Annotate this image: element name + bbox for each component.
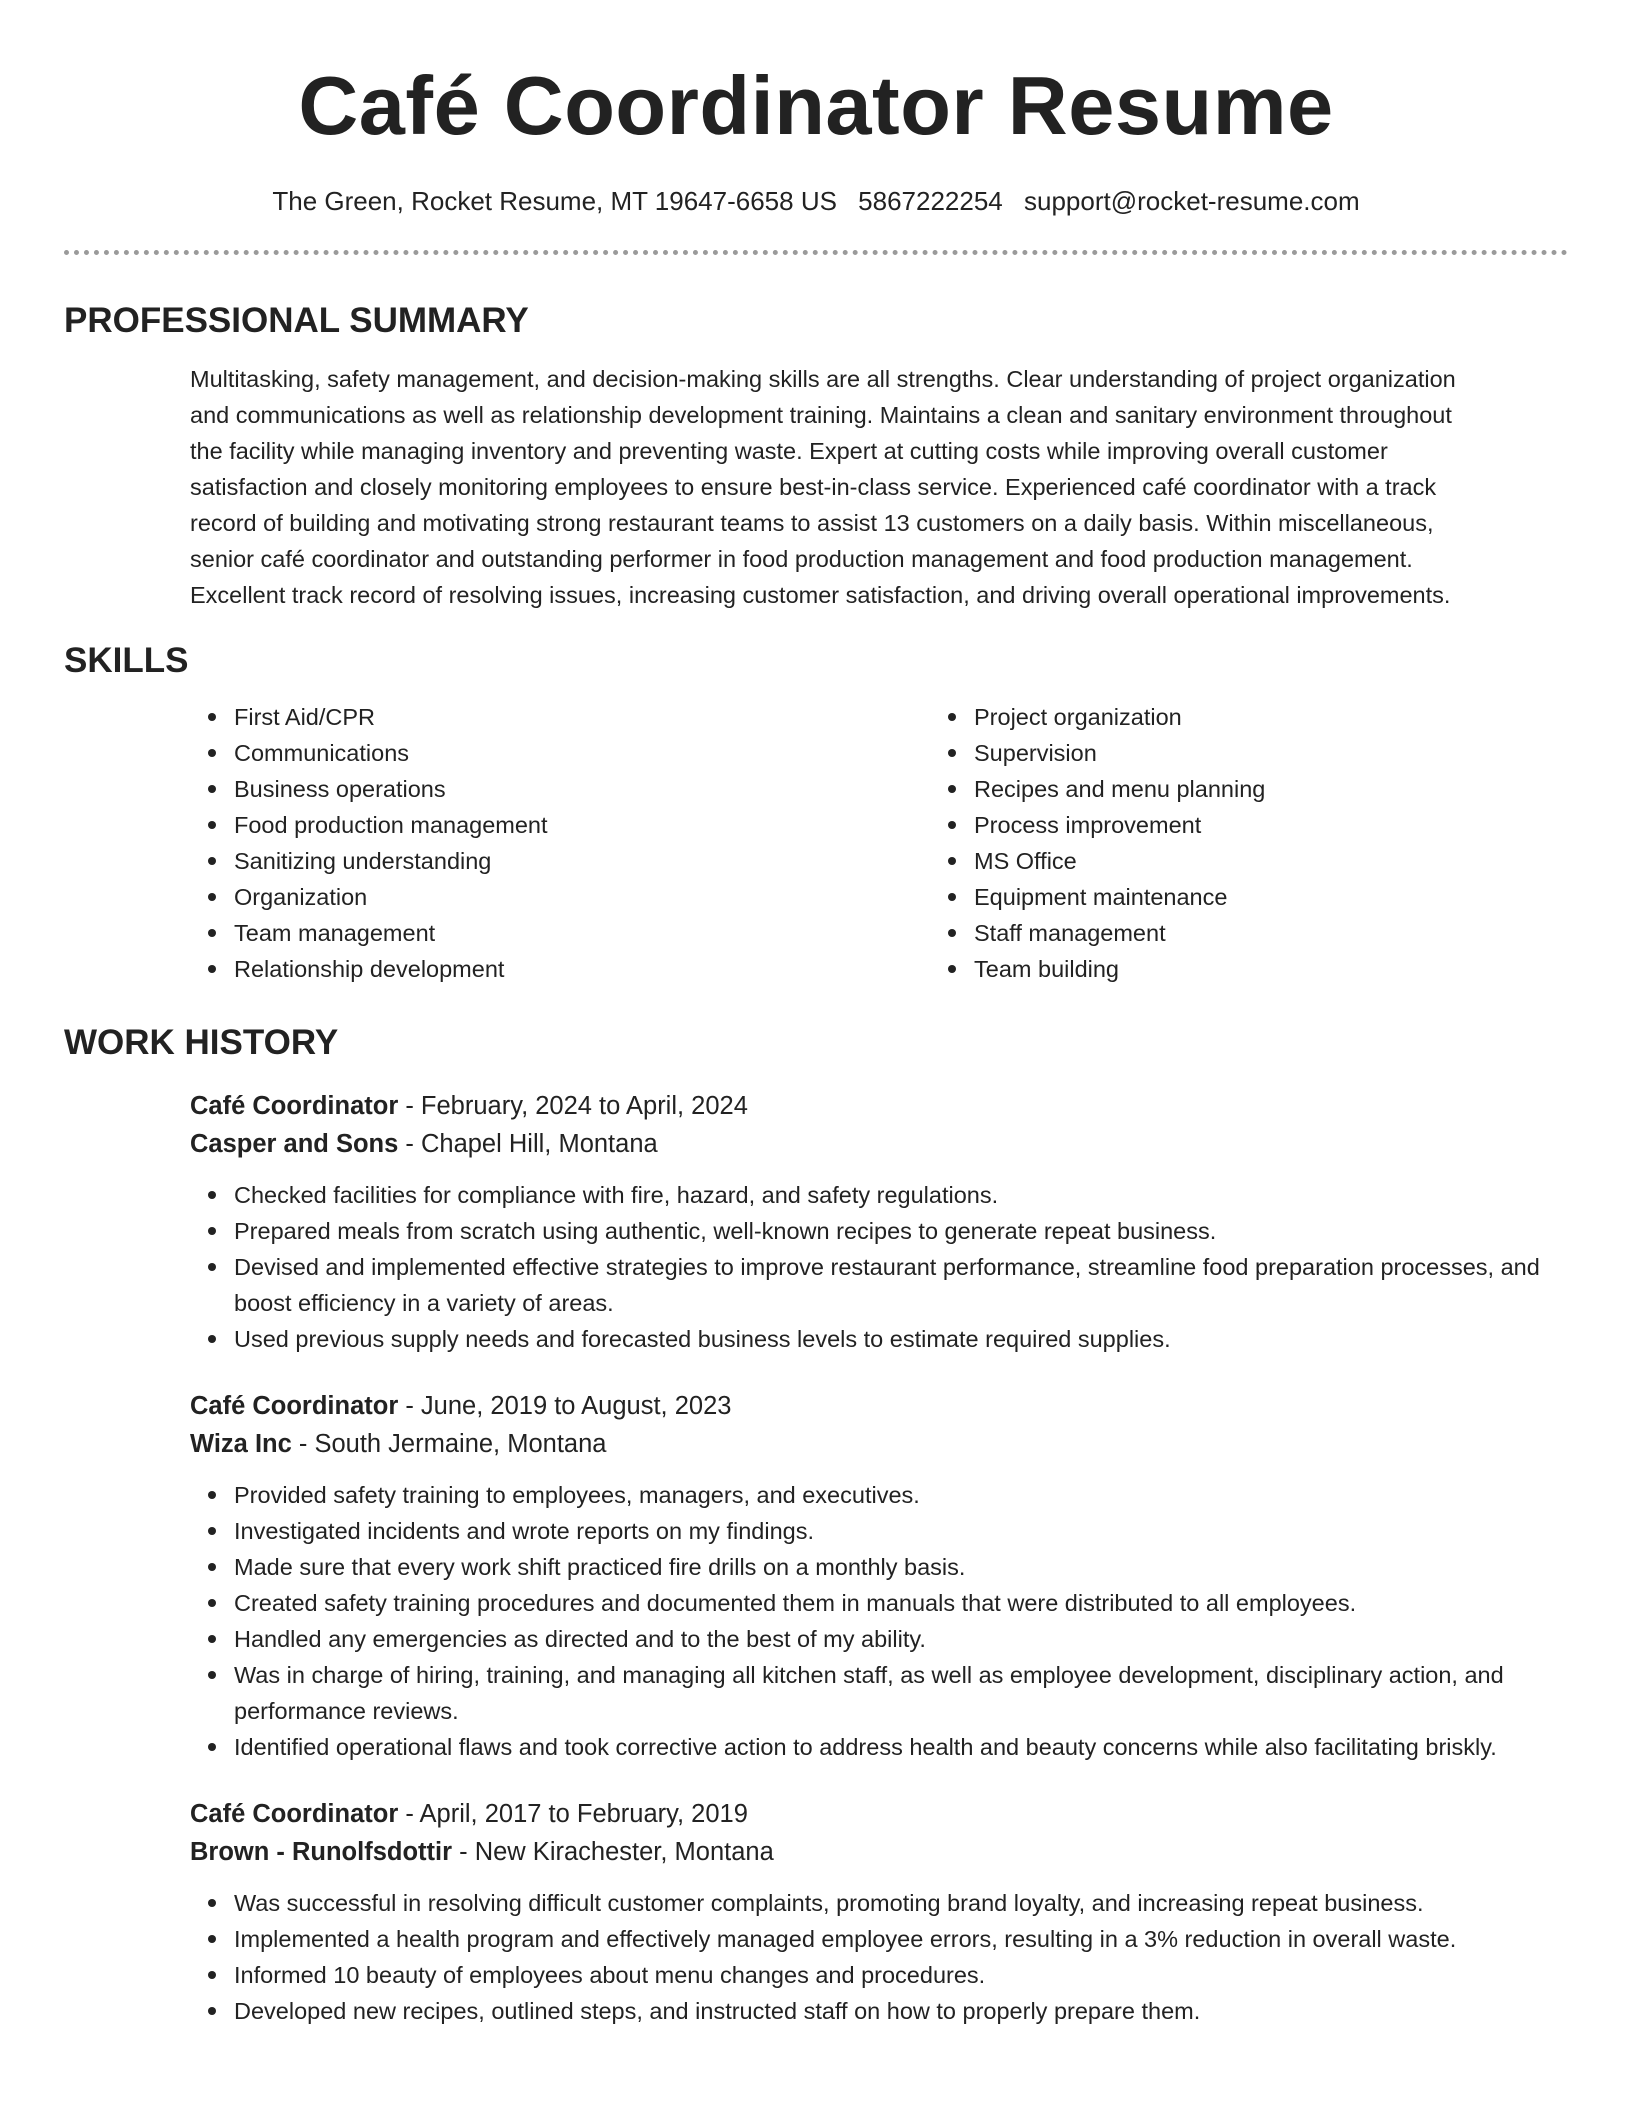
job-title: Café Coordinator bbox=[190, 1092, 399, 1120]
summary-line: the facility while managing inventory and preventing waste. Expert at cutting costs while improving overall customer bbox=[190, 438, 1388, 464]
skill-item: Process improvement bbox=[974, 807, 1265, 843]
skill-item: Communications bbox=[234, 735, 548, 771]
skill-item: Supervision bbox=[974, 735, 1265, 771]
job-bullet: Devised and implemented effective strategies to improve restaurant performance, streamline food preparation processes, and boost efficiency in a variety of areas. bbox=[234, 1249, 1568, 1321]
job-title: Café Coordinator bbox=[190, 1800, 399, 1828]
contact-address: The Green, Rocket Resume, MT 19647-6658 US bbox=[272, 186, 837, 216]
job-location: - Chapel Hill, Montana bbox=[398, 1130, 658, 1158]
job-location: - New Kirachester, Montana bbox=[452, 1838, 774, 1866]
contact-line bbox=[64, 184, 1568, 218]
summary-line: satisfaction and closely monitoring employees to ensure best-in-class service. Experienced café coordinator with a track bbox=[190, 474, 1437, 500]
job-title-line bbox=[190, 1087, 1568, 1125]
skill-item: Food production management bbox=[234, 807, 548, 843]
skill-item: Staff management bbox=[974, 915, 1265, 951]
job-dates: - June, 2019 to August, 2023 bbox=[398, 1392, 732, 1420]
job-bullet: Checked facilities for compliance with fire, hazard, and safety regulations. bbox=[234, 1177, 1568, 1213]
job-bullet: Provided safety training to employees, managers, and executives. bbox=[234, 1477, 1568, 1513]
job-entry bbox=[190, 1387, 1568, 1765]
skill-item: Sanitizing understanding bbox=[234, 843, 548, 879]
job-bullet: Developed new recipes, outlined steps, and instructed staff on how to properly prepare them. bbox=[234, 1993, 1568, 2029]
contact-phone: 5867222254 bbox=[858, 186, 1003, 216]
summary-line: Multitasking, safety management, and decision-making skills are all strengths. Clear understanding of project organization bbox=[190, 366, 1456, 392]
job-entry bbox=[190, 1795, 1568, 2029]
skill-item: Organization bbox=[234, 879, 548, 915]
header-divider bbox=[64, 250, 1568, 255]
job-bullet: Made sure that every work shift practiced fire drills on a monthly basis. bbox=[234, 1549, 1568, 1585]
skills-heading: SKILLS bbox=[64, 641, 189, 680]
job-bullet: Implemented a health program and effectively managed employee errors, resulting in a 3% reduction in overall waste. bbox=[234, 1921, 1568, 1957]
skill-item: Project organization bbox=[974, 699, 1265, 735]
job-dates: - February, 2024 to April, 2024 bbox=[398, 1092, 748, 1120]
job-company: Wiza Inc bbox=[190, 1430, 292, 1458]
job-entry bbox=[190, 1087, 1568, 1357]
job-bullet: Handled any emergencies as directed and to the best of my ability. bbox=[234, 1621, 1568, 1657]
job-bullet: Was successful in resolving difficult customer complaints, promoting brand loyalty, and increasing repeat business. bbox=[234, 1885, 1568, 1921]
skill-item: First Aid/CPR bbox=[234, 699, 548, 735]
job-bullet: Was in charge of hiring, training, and managing all kitchen staff, as well as employee development, disciplinary action, and performance reviews. bbox=[234, 1657, 1568, 1729]
job-dates: - April, 2017 to February, 2019 bbox=[398, 1800, 748, 1828]
job-bullet: Informed 10 beauty of employees about menu changes and procedures. bbox=[234, 1957, 1568, 1993]
skill-item: Recipes and menu planning bbox=[974, 771, 1265, 807]
work-history-heading: WORK HISTORY bbox=[64, 1023, 339, 1062]
job-bullet: Investigated incidents and wrote reports on my findings. bbox=[234, 1513, 1568, 1549]
job-company-line bbox=[190, 1833, 1568, 1871]
skill-item: Equipment maintenance bbox=[974, 879, 1265, 915]
job-location: - South Jermaine, Montana bbox=[291, 1430, 607, 1458]
resume-title: Café Coordinator Resume bbox=[298, 59, 1334, 152]
summary-text bbox=[190, 361, 1568, 613]
job-bullet: Prepared meals from scratch using authentic, well-known recipes to generate repeat business. bbox=[234, 1213, 1568, 1249]
job-bullets bbox=[190, 1885, 1568, 2029]
skills-column-right bbox=[974, 699, 1265, 987]
job-company: Casper and Sons bbox=[190, 1130, 399, 1158]
skill-item: MS Office bbox=[974, 843, 1265, 879]
summary-heading: PROFESSIONAL SUMMARY bbox=[64, 301, 529, 340]
skill-item: Team management bbox=[234, 915, 548, 951]
skill-item: Business operations bbox=[234, 771, 548, 807]
job-bullet: Created safety training procedures and documented them in manuals that were distributed to all employees. bbox=[234, 1585, 1568, 1621]
job-bullet: Identified operational flaws and took corrective action to address health and beauty concerns while also facilitating briskly. bbox=[234, 1729, 1568, 1765]
job-bullets bbox=[190, 1177, 1568, 1357]
job-company-line bbox=[190, 1125, 1568, 1163]
skill-item: Relationship development bbox=[234, 951, 548, 987]
job-title-line bbox=[190, 1795, 1568, 1833]
summary-line: record of building and motivating strong restaurant teams to assist 13 customers on a daily basis. Within miscellaneous, bbox=[190, 510, 1434, 536]
job-title-line bbox=[190, 1387, 1568, 1425]
skill-item: Team building bbox=[974, 951, 1265, 987]
contact-email: support@rocket-resume.com bbox=[1024, 186, 1360, 216]
skills-column-left bbox=[64, 699, 548, 987]
summary-line: Excellent track record of resolving issues, increasing customer satisfaction, and driving overall operational improvements. bbox=[190, 582, 1451, 608]
summary-line: and communications as well as relationship development training. Maintains a clean and sanitary environment throughout bbox=[190, 402, 1452, 428]
job-company-line bbox=[190, 1425, 1568, 1463]
job-bullet: Used previous supply needs and forecasted business levels to estimate required supplies. bbox=[234, 1321, 1568, 1357]
job-bullets bbox=[190, 1477, 1568, 1765]
summary-line: senior café coordinator and outstanding performer in food production management and food production management. bbox=[190, 546, 1413, 572]
skills-list bbox=[64, 699, 1568, 987]
job-company: Brown - Runolfsdottir bbox=[190, 1838, 453, 1866]
job-title: Café Coordinator bbox=[190, 1392, 399, 1420]
